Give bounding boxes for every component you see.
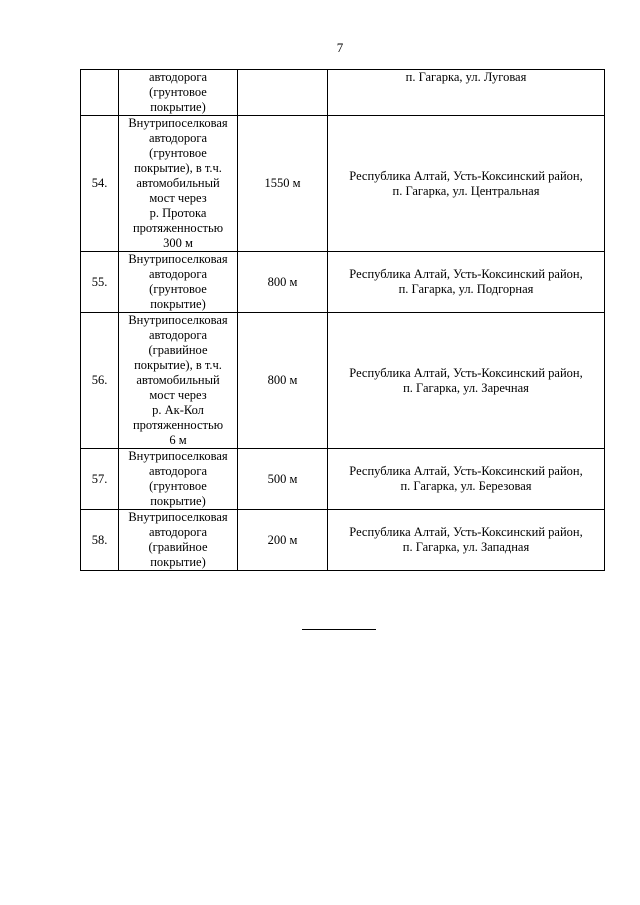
road-type-line: (грунтовое	[149, 85, 207, 99]
road-type-line: (грунтовое	[149, 146, 207, 160]
road-type-line: покрытие), в т.ч.	[134, 161, 222, 175]
road-type-line: автодорога	[148, 131, 208, 145]
road-type-line: (грунтовое	[149, 479, 207, 493]
road-type-line: Внутрипоселковая	[128, 252, 228, 266]
row-number-cell: 57.	[81, 449, 119, 510]
road-type-line: покрытие)	[150, 297, 206, 311]
road-type-line: покрытие)	[150, 555, 206, 569]
road-type-line: 300 м	[163, 236, 193, 250]
road-type-line: Внутрипоселковая	[128, 510, 228, 524]
road-type-line: Внутрипоселковая	[128, 313, 228, 327]
address-line: Республика Алтай, Усть-Коксинский район,	[349, 168, 583, 183]
table-row	[81, 510, 605, 571]
road-type-line: автомобильный	[136, 176, 220, 190]
road-type-cell	[119, 449, 238, 510]
row-number-cell: 54.	[81, 116, 119, 252]
address-line: п. Гагарка, ул. Луговая	[405, 70, 527, 84]
table-row	[81, 70, 605, 116]
table-row	[81, 313, 605, 449]
road-type-line: мост через	[149, 388, 207, 402]
road-type-line: р. Протока	[149, 206, 207, 220]
address-line: п. Гагарка, ул. Березовая	[400, 479, 532, 493]
row-number-cell: 55.	[81, 252, 119, 313]
address-line: Республика Алтай, Усть-Коксинский район,	[349, 365, 583, 380]
road-type-line: протяженностью	[132, 221, 224, 235]
page-number: 7	[336, 40, 344, 55]
address-cell	[328, 70, 605, 116]
road-type-line: автомобильный	[136, 373, 220, 387]
footer-divider	[302, 629, 376, 630]
address-line: п. Гагарка, ул. Центральная	[392, 183, 540, 198]
row-number-cell: 58.	[81, 510, 119, 571]
length-cell	[238, 70, 328, 116]
roads-registry-table	[80, 69, 605, 571]
road-type-line: автодорога	[148, 328, 208, 342]
road-type-line: протяженностью	[132, 418, 224, 432]
length-cell: 1550 м	[238, 116, 328, 252]
row-number-cell: 56.	[81, 313, 119, 449]
road-type-line: (грунтовое	[149, 282, 207, 296]
address-line: п. Гагарка, ул. Заречная	[403, 380, 529, 395]
road-type-cell	[119, 510, 238, 571]
address-line: п. Гагарка, ул. Подгорная	[398, 282, 534, 296]
road-type-line: 6 м	[169, 433, 187, 447]
road-type-line: мост через	[149, 191, 207, 205]
road-type-cell	[119, 313, 238, 449]
table-row	[81, 252, 605, 313]
road-type-cell	[119, 252, 238, 313]
address-line: п. Гагарка, ул. Западная	[402, 540, 530, 554]
address-line: Республика Алтай, Усть-Коксинский район,	[349, 464, 583, 478]
row-number-cell	[81, 70, 119, 116]
length-cell: 500 м	[238, 449, 328, 510]
road-type-line: автодорога	[148, 267, 208, 281]
road-type-line: автодорога	[148, 464, 208, 478]
road-type-line: покрытие)	[150, 100, 206, 114]
length-cell: 200 м	[238, 510, 328, 571]
road-type-line: Внутрипоселковая	[128, 116, 228, 130]
road-type-line: автодорога	[148, 525, 208, 539]
length-cell: 800 м	[238, 313, 328, 449]
address-cell	[328, 116, 605, 252]
table-row	[81, 449, 605, 510]
address-cell	[328, 510, 605, 571]
road-type-line: р. Ак-Кол	[152, 403, 204, 417]
address-line: Республика Алтай, Усть-Коксинский район,	[349, 267, 583, 281]
road-type-line: покрытие), в т.ч.	[134, 358, 222, 372]
road-type-cell	[119, 116, 238, 252]
road-type-line: (гравийное	[148, 540, 208, 554]
road-type-line: автодорога	[148, 70, 208, 84]
table-row	[81, 116, 605, 252]
road-type-line: покрытие)	[150, 494, 206, 508]
road-type-line: Внутрипоселковая	[128, 449, 228, 463]
road-type-line: (гравийное	[148, 343, 208, 357]
address-cell	[328, 449, 605, 510]
address-cell	[328, 313, 605, 449]
length-cell: 800 м	[238, 252, 328, 313]
address-line: Республика Алтай, Усть-Коксинский район,	[349, 525, 583, 539]
road-type-cell	[119, 70, 238, 116]
address-cell	[328, 252, 605, 313]
